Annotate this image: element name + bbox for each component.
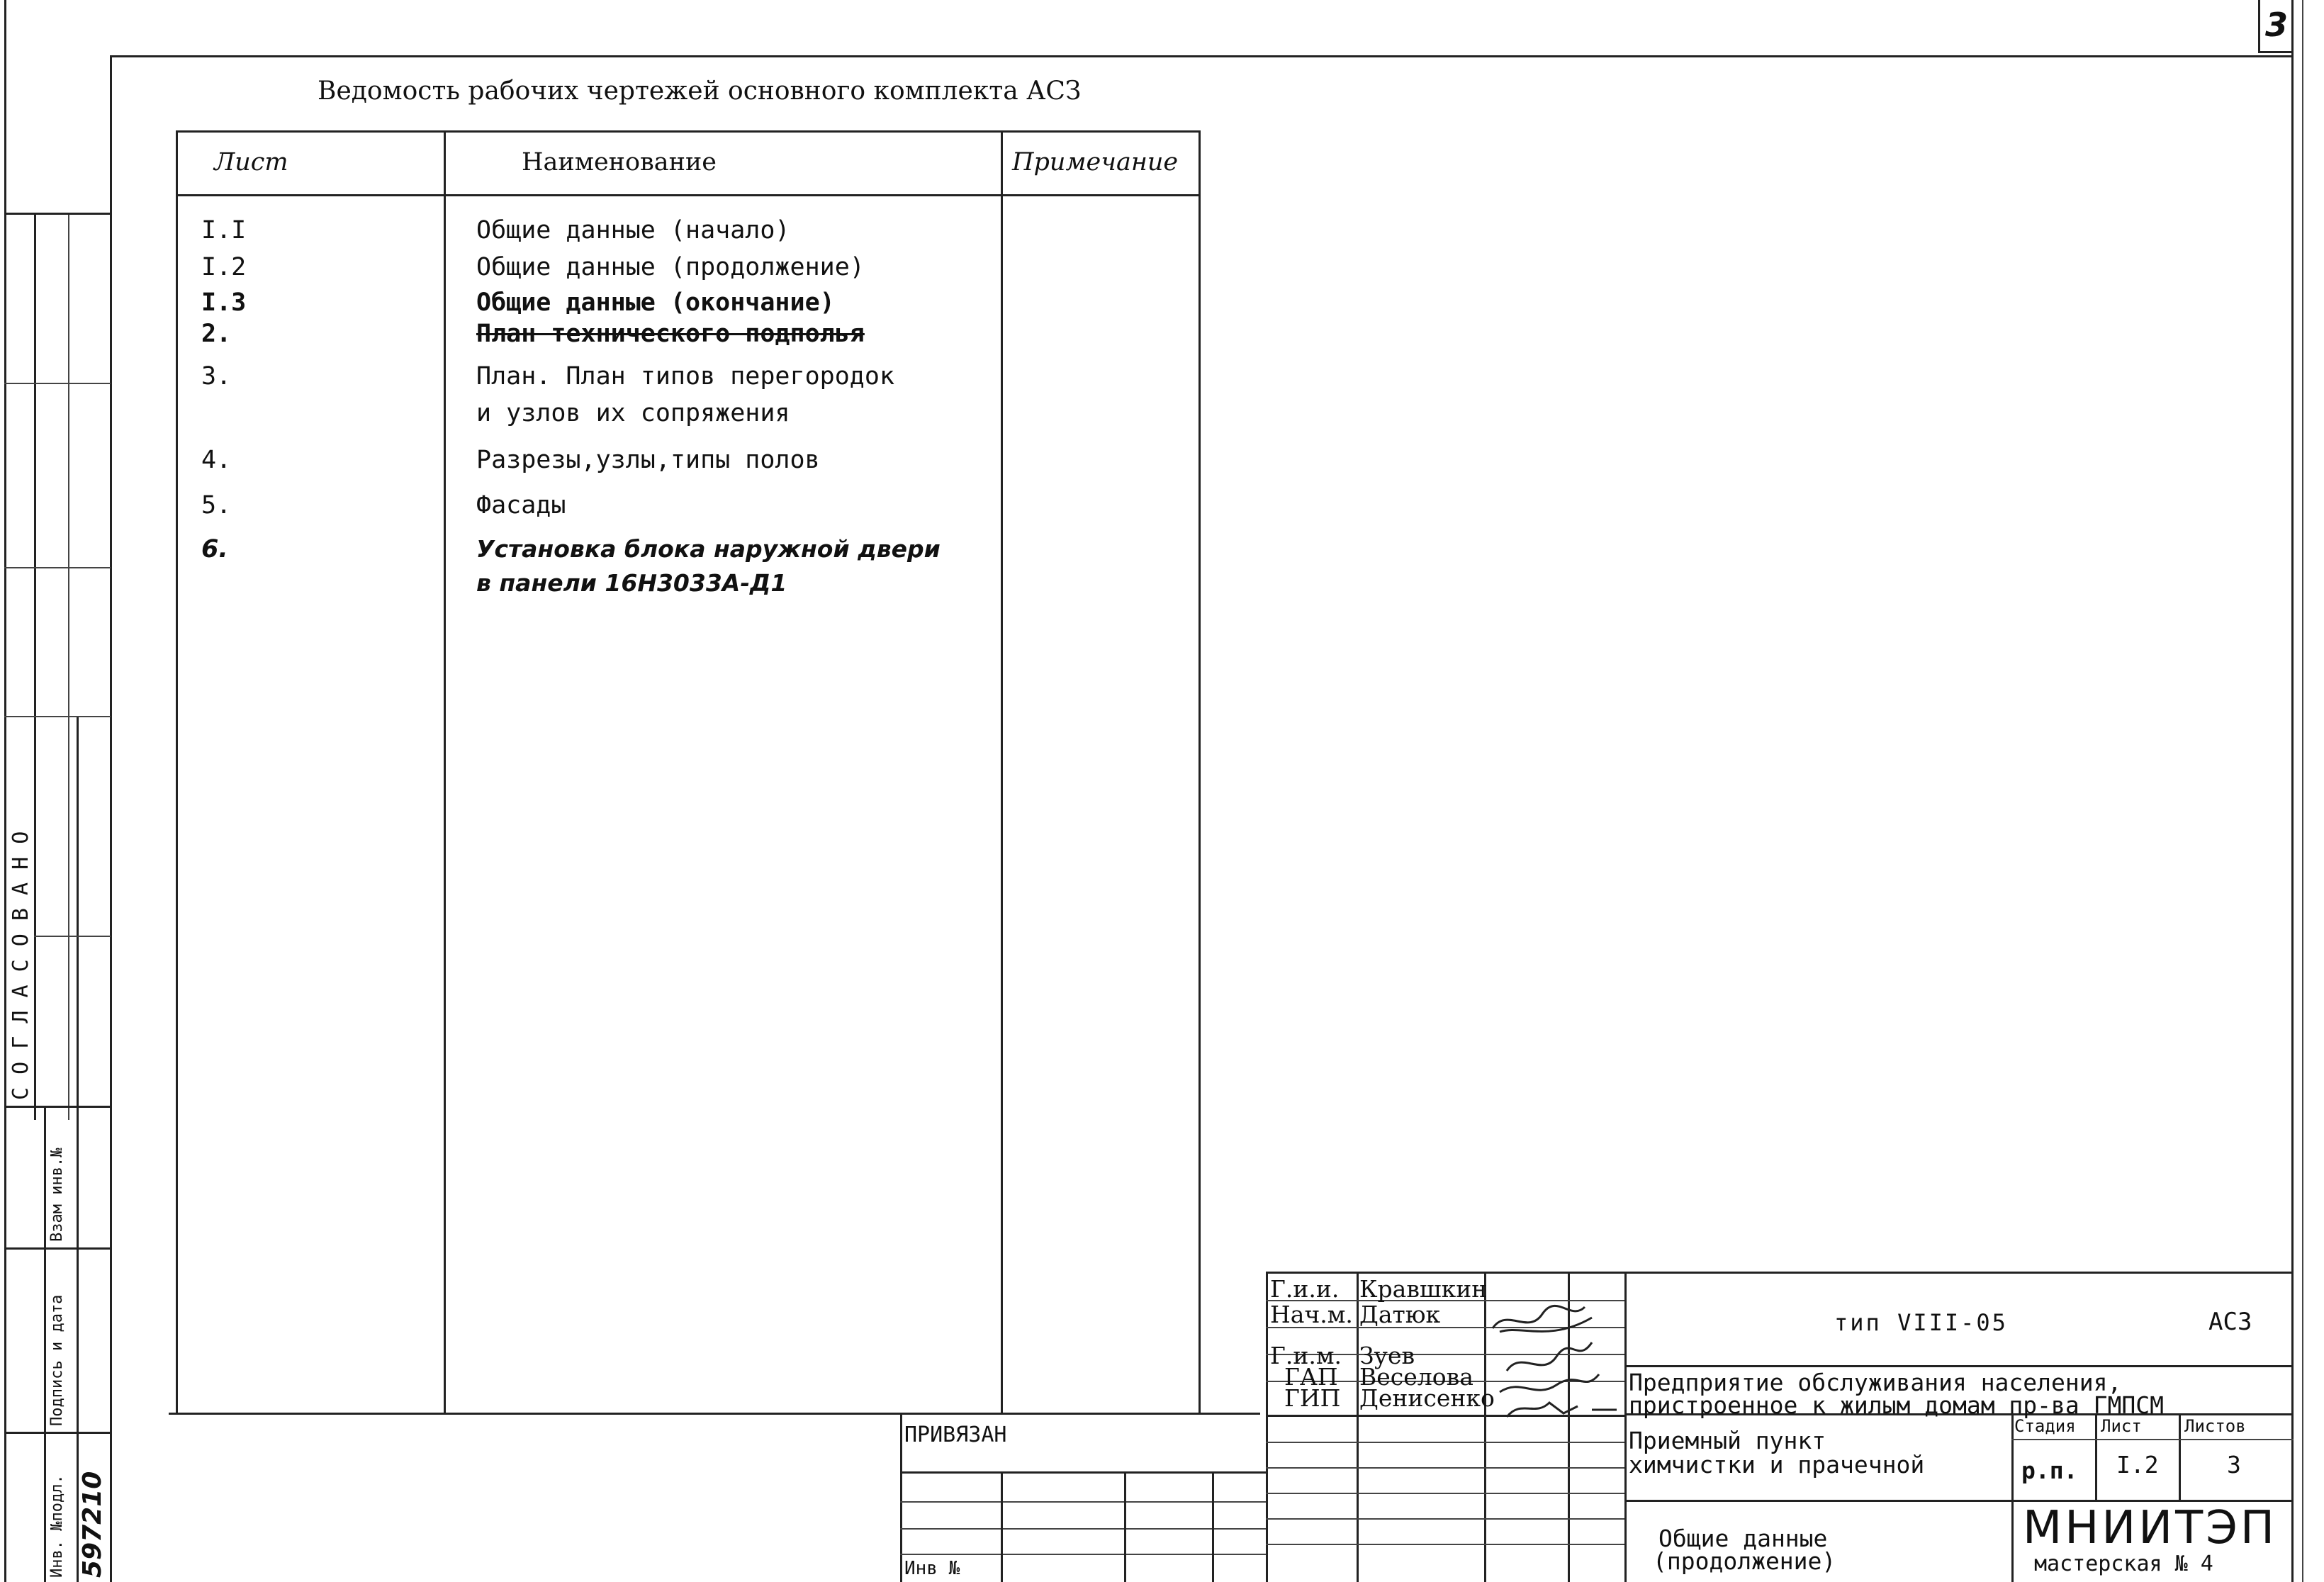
person-role: Г.и.м. (1270, 1342, 1342, 1369)
row-sheet: I.2 (201, 253, 247, 281)
row-sheet: I.3 (201, 288, 247, 317)
title-block (1266, 1272, 2294, 1582)
row-sheet: I.I (201, 216, 247, 245)
org-name: МНИИТЭП (2023, 1502, 2277, 1554)
row-sheet: 5. (201, 491, 232, 520)
stage-label: Стадия (2014, 1416, 2076, 1436)
frame-right-outer-line (2302, 0, 2303, 1582)
person-name: Веселова (1359, 1363, 1473, 1391)
project-name-line-1: Предприятие обслуживания населения, (1629, 1369, 2122, 1396)
left-margin-stamp (0, 0, 113, 1582)
row-name: Разрезы,узлы,типы полов (476, 446, 820, 474)
margin-row-line (4, 383, 111, 384)
stage-value: р.п. (2021, 1457, 2078, 1484)
title-stage-header-line (2011, 1439, 2294, 1440)
agreed-label: С О Г Л А С О В А Н О (9, 831, 33, 1100)
people-row-line (1266, 1518, 1624, 1520)
header-sheet: Лист (214, 148, 288, 176)
row-name: Фасады (476, 491, 566, 520)
person-role: ГИП (1284, 1384, 1341, 1412)
margin-row-line (4, 213, 111, 215)
privyazan-inv-label: Инв № (904, 1558, 960, 1579)
title-row-line (1624, 1365, 2294, 1367)
margin-row-line (34, 936, 111, 937)
margin-col-line-4 (44, 1106, 46, 1582)
table-col-divider-2 (1001, 130, 1003, 1415)
vzam-inv-label: Взам инв.№ (48, 1148, 66, 1242)
project-name-line-2: пристроенное к жилым домам пр-ва ГМПСМ (1629, 1391, 2164, 1419)
margin-col-line-3 (77, 716, 79, 1582)
margin-col-line-1 (34, 213, 36, 1120)
row-name: Общие данные (продолжение) (476, 253, 865, 281)
type-code: тип VIII-05 (1834, 1309, 2008, 1336)
object-name-line-1: Приемный пункт (1629, 1427, 1826, 1454)
row-sheet: 2. (201, 320, 232, 348)
table-top-border (176, 130, 1201, 133)
row-name: Установка блока наружной двери (476, 535, 941, 563)
inv-podl-label: Инв. №подл. (48, 1474, 66, 1578)
people-row-line (1266, 1467, 1624, 1469)
inv-number: 597210 (78, 1471, 107, 1578)
mark: АСЗ (2208, 1308, 2252, 1336)
row-name: План. План типов перегородок (476, 362, 895, 391)
sheets-value: 3 (2227, 1451, 2241, 1479)
row-name: Общие данные (окончание) (476, 288, 835, 317)
row-name: Общие данные (начало) (476, 216, 790, 245)
privyazan-block (900, 1415, 1267, 1582)
table-left-border (176, 130, 178, 1415)
table-col-divider-1 (444, 130, 446, 1415)
signature-date-label: Подпись и дата (48, 1294, 66, 1426)
people-row-line (1266, 1442, 1624, 1443)
row-name-continued: и узлов их сопряжения (476, 399, 790, 427)
header-name: Наименование (522, 148, 717, 176)
privyazan-left-border (900, 1415, 902, 1582)
header-note: Примечание (1012, 148, 1179, 176)
people-col-role (1357, 1272, 1359, 1582)
drawing-name-line-2: (продолжение) (1653, 1547, 1836, 1575)
document-title: Ведомость рабочих чертежей основного комплекта АСЗ (318, 77, 1082, 106)
person-role: Г.и.и. (1270, 1275, 1340, 1303)
frame-top-line (110, 55, 2293, 57)
page-corner-number: 3 (2265, 6, 2289, 44)
row-sheet: 3. (201, 362, 232, 391)
title-block-top (1266, 1272, 2294, 1274)
privyazan-col (1124, 1471, 1126, 1582)
people-row-line (1266, 1493, 1624, 1494)
margin-row-line (4, 1106, 111, 1108)
sheet-list-table (176, 130, 1201, 1415)
row-name-continued: в панели 16Н3033А-Д1 (476, 569, 787, 597)
title-block-left (1266, 1272, 1268, 1582)
people-row-line (1266, 1544, 1624, 1545)
margin-row-line (4, 1432, 111, 1434)
drawing-name-line-1: Общие данные (1658, 1525, 1828, 1552)
margin-row-line (4, 567, 111, 568)
workshop: мастерская № 4 (2034, 1552, 2213, 1576)
sheet-value: I.2 (2116, 1451, 2159, 1479)
person-name: Кравшкин (1359, 1275, 1488, 1303)
row-sheet: 6. (201, 535, 228, 563)
table-header-bottom-border (176, 194, 1201, 196)
margin-col-line-2 (68, 213, 69, 1120)
person-role: ГАП (1284, 1363, 1338, 1391)
sheet-label: Лист (2101, 1416, 2142, 1436)
row-name: План технического подполья (476, 320, 865, 348)
title-sheet-col (2095, 1413, 2097, 1500)
privyazan-label: ПРИВЯЗАН (904, 1423, 1007, 1447)
person-name: Датюк (1359, 1301, 1441, 1328)
title-sheets-col (2179, 1413, 2181, 1500)
person-name: Денисенко (1359, 1384, 1495, 1412)
margin-row-line (4, 716, 111, 717)
privyazan-col (1212, 1471, 1214, 1582)
privyazan-col (1001, 1471, 1003, 1582)
margin-row-line (4, 1247, 111, 1250)
person-name: Зуев (1359, 1342, 1415, 1369)
object-name-line-2: химчистки и прачечной (1629, 1451, 1925, 1479)
person-role: Нач.м. (1270, 1301, 1353, 1328)
sheets-label: Листов (2184, 1416, 2246, 1436)
table-right-border (1199, 130, 1201, 1415)
row-sheet: 4. (201, 446, 232, 474)
